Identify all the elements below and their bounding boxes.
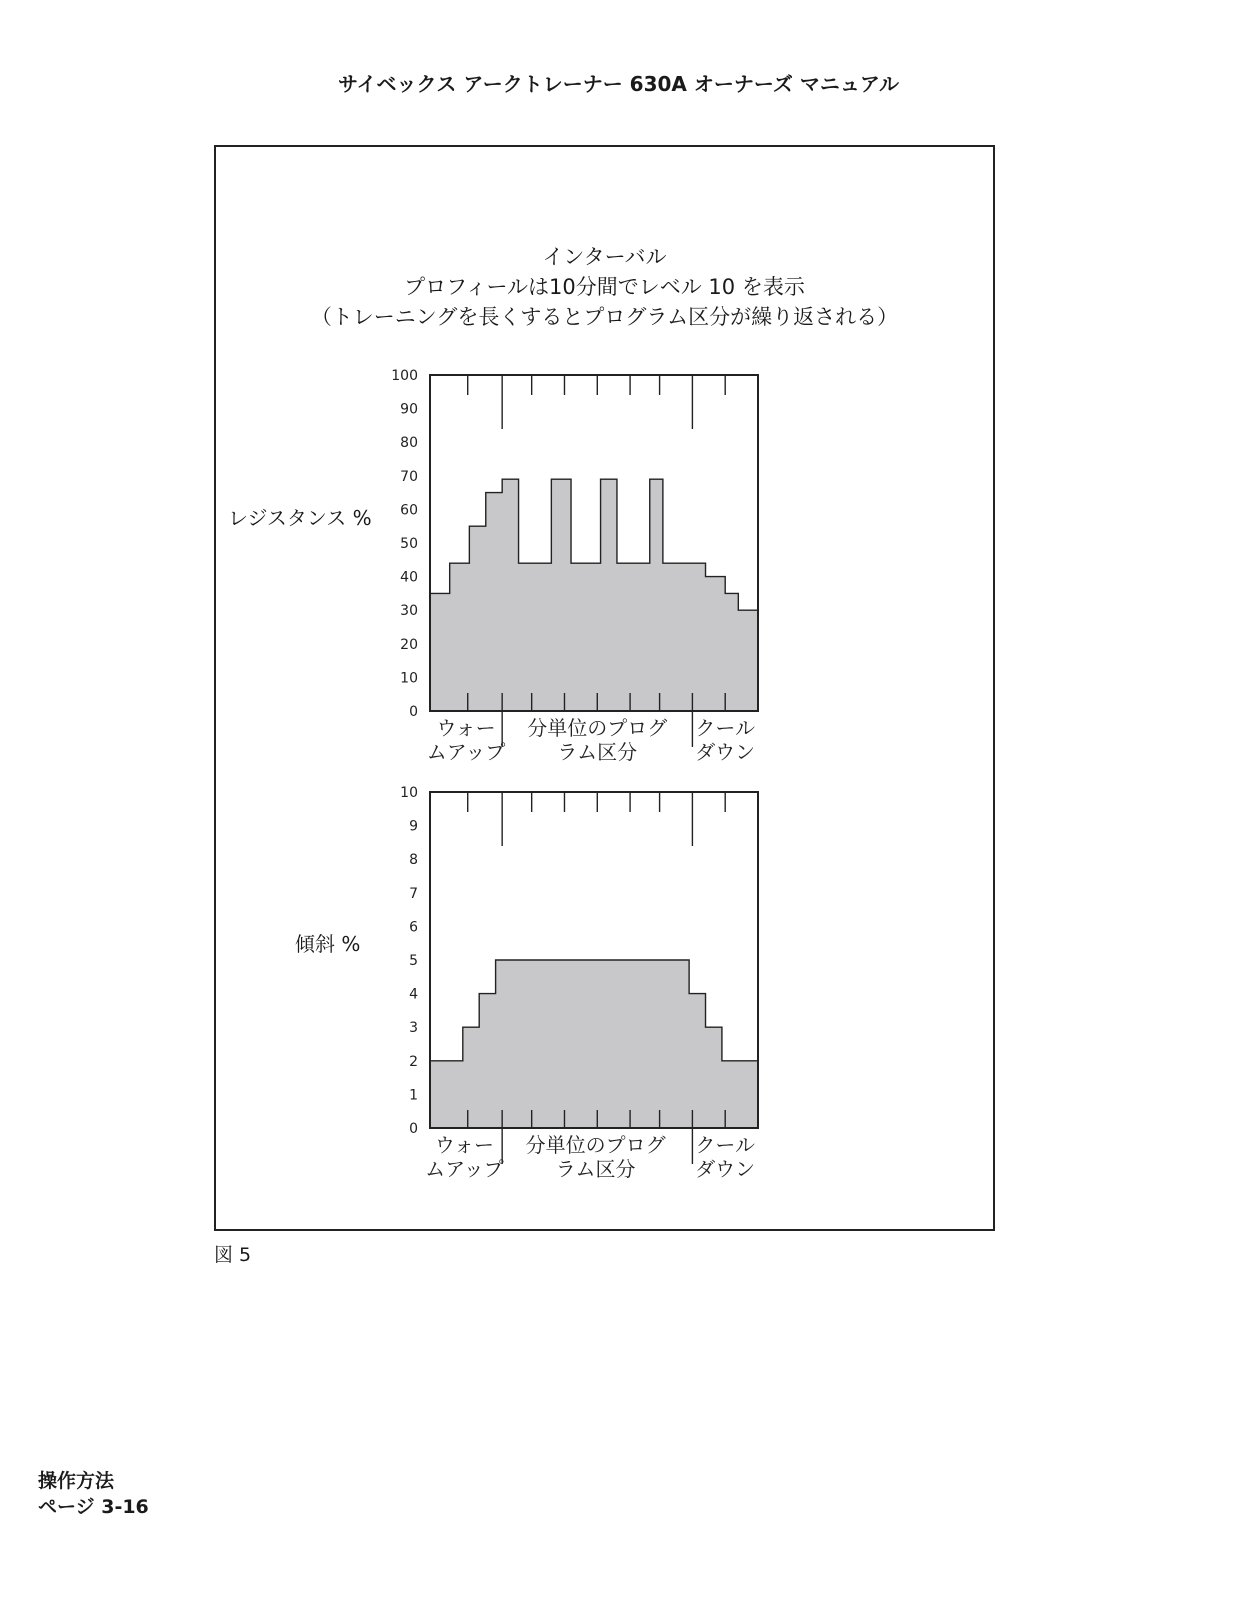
y-tick-label: 50 (400, 536, 418, 552)
segment-label: ラム区分 (557, 740, 638, 764)
segment-label: ウォー (436, 716, 496, 740)
segment-label: ウォー (434, 1133, 495, 1157)
y-tick-label: 20 (400, 636, 418, 653)
page-footer (38, 1468, 149, 1520)
profile-area (430, 479, 758, 711)
y-tick-label: 4 (409, 986, 418, 1003)
y-tick-label: 30 (400, 603, 418, 620)
y-tick-label: 8 (409, 852, 418, 869)
y-tick-label: 2 (409, 1053, 418, 1070)
y-tick-label: 3 (409, 1020, 418, 1037)
incline-y-label: 傾斜 % (295, 932, 361, 956)
figure-title-line: インターバル (542, 245, 667, 269)
y-tick-label: 80 (400, 435, 418, 452)
y-tick-label: 10 (400, 670, 418, 687)
y-tick-label: 7 (409, 885, 418, 902)
y-tick-label: 70 (400, 468, 418, 485)
segment-label: ダウン (695, 1157, 756, 1181)
figure-title-line: プロフィールは10分間でレベル 10 を表示 (404, 275, 805, 299)
segment-label: ダウン (695, 740, 756, 764)
segment-label: ムアップ (425, 1157, 504, 1181)
y-tick-label: 60 (400, 502, 418, 519)
figure-title-line: （トレーニングを長くするとプログラム区分が繰り返される） (310, 305, 899, 329)
footer-page-number: ページ 3-16 (38, 1496, 149, 1518)
y-tick-label: 1 (409, 1087, 418, 1104)
segment-label: クール (695, 716, 756, 740)
y-tick-label: 0 (409, 704, 418, 720)
y-tick-label: 90 (400, 401, 418, 418)
segment-label: 分単位のプログ (527, 716, 668, 740)
y-tick-label: 100 (391, 368, 418, 384)
y-tick-label: 0 (409, 1121, 418, 1137)
figure-caption: 図 5 (214, 1244, 252, 1266)
footer-section: 操作方法 (38, 1470, 115, 1492)
segment-label: ムアップ (426, 740, 506, 764)
segment-label: ラム区分 (555, 1157, 636, 1181)
y-tick-label: 10 (400, 785, 418, 801)
y-tick-label: 40 (400, 569, 418, 586)
page-header-title: サイベックス アークトレーナー 630A オーナーズ マニュアル (337, 72, 900, 96)
y-tick-label: 6 (409, 919, 418, 936)
segment-label: クール (695, 1133, 756, 1157)
profile-area (430, 960, 758, 1128)
segment-label: 分単位のプログ (525, 1133, 666, 1157)
y-tick-label: 9 (409, 818, 418, 835)
y-tick-label: 5 (409, 953, 418, 969)
resistance-y-label: レジスタンス % (228, 506, 372, 530)
